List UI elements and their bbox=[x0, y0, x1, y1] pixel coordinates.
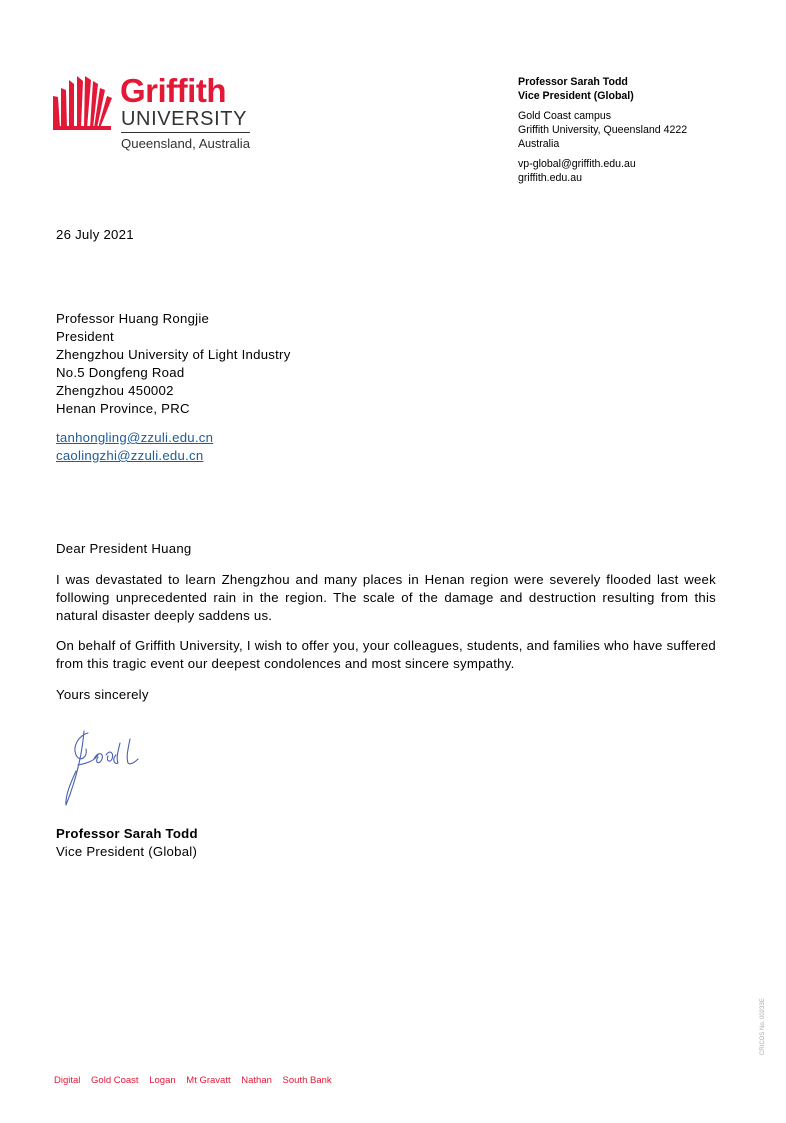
logo-subname: UNIVERSITY bbox=[121, 108, 248, 130]
logo-location: Queensland, Australia bbox=[121, 136, 251, 151]
cricos-code: CRICOS No. 00233E bbox=[760, 998, 766, 1055]
sender-country: Australia bbox=[518, 138, 560, 150]
footer-campus: Mt Gravatt bbox=[186, 1075, 231, 1086]
sender-email: vp-global@griffith.edu.au bbox=[518, 158, 636, 170]
recipient-address bbox=[56, 310, 291, 418]
footer-campus: Digital bbox=[54, 1075, 81, 1086]
sender-title: Vice President (Global) bbox=[518, 90, 634, 102]
footer-campus: Nathan bbox=[241, 1075, 272, 1086]
sender-website: griffith.edu.au bbox=[518, 172, 583, 184]
recipient-emails bbox=[56, 429, 213, 465]
sender-block bbox=[518, 75, 768, 185]
recipient-line: No.5 Dongfeng Road bbox=[56, 365, 185, 380]
footer-campus: Logan bbox=[149, 1075, 176, 1086]
recipient-line: President bbox=[56, 329, 114, 344]
logo-wordmark: Griffith bbox=[120, 72, 226, 109]
salutation: Dear President Huang bbox=[56, 541, 192, 556]
footer-campus: South Bank bbox=[282, 1075, 332, 1086]
sender-name: Professor Sarah Todd bbox=[518, 76, 628, 88]
sender-address: Griffith University, Queensland 4222 bbox=[518, 124, 688, 136]
letter-date: 26 July 2021 bbox=[56, 227, 134, 242]
body-paragraph: I was devastated to learn Zhengzhou and many places in Henan region were severely flooded last week following unprecedented rain in the region. The scale of the damage and destruction resulting from this natural disaster deeply saddens us. bbox=[56, 572, 716, 623]
griffith-flame-icon bbox=[52, 76, 116, 132]
recipient-line: Zhengzhou 450002 bbox=[56, 383, 174, 398]
recipient-line: Professor Huang Rongjie bbox=[56, 311, 210, 326]
recipient-line: Zhengzhou University of Light Industry bbox=[56, 347, 291, 362]
closing: Yours sincerely bbox=[56, 687, 149, 702]
footer-campus: Gold Coast bbox=[91, 1075, 139, 1086]
logo-divider bbox=[121, 132, 250, 133]
body-paragraph: On behalf of Griffith University, I wish to offer you, your colleagues, students, and families who have suffered from this tragic event our deepest condolences and most sincere sympathy. bbox=[56, 638, 716, 671]
signature-title: Vice President (Global) bbox=[56, 844, 198, 859]
email-link[interactable]: tanhongling@zzuli.edu.cn bbox=[56, 430, 214, 445]
recipient-line: Henan Province, PRC bbox=[56, 401, 190, 416]
signature-name: Professor Sarah Todd bbox=[56, 826, 198, 841]
footer-campuses bbox=[54, 1075, 340, 1086]
handwritten-signature bbox=[58, 725, 148, 810]
sender-campus: Gold Coast campus bbox=[518, 110, 612, 122]
griffith-logo bbox=[52, 72, 262, 157]
email-link[interactable]: caolingzhi@zzuli.edu.cn bbox=[56, 448, 204, 463]
